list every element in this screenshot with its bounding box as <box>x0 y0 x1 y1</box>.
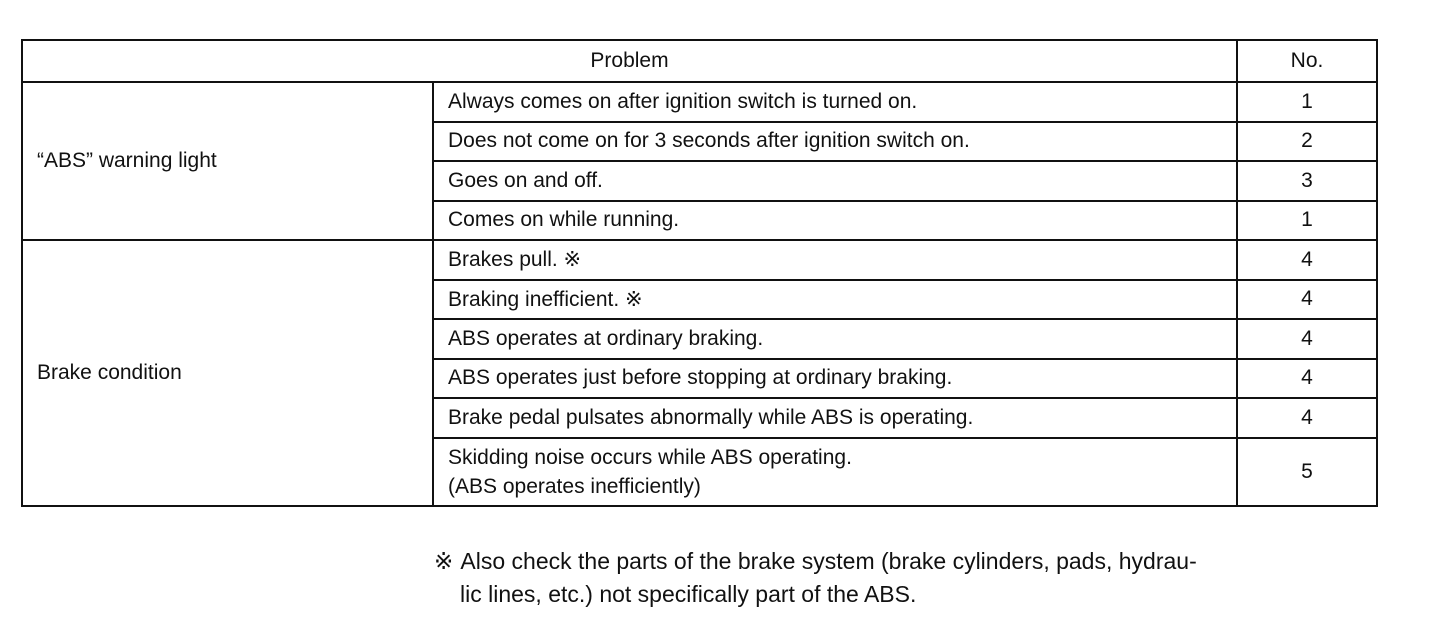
problem-description-line: Does not come on for 3 seconds after ignition switch on. <box>448 129 970 153</box>
footnote <box>434 545 1384 611</box>
procedure-number: 2 <box>1237 122 1377 162</box>
problem-description-line: Brakes pull. ※ <box>448 248 582 272</box>
problem-category: Brake condition <box>22 240 433 506</box>
problem-category: “ABS” warning light <box>22 82 433 240</box>
reference-mark-icon: ※ <box>434 548 454 574</box>
problem-description-line: Comes on while running. <box>448 208 680 232</box>
problem-description <box>433 280 1237 320</box>
footnote-line-2: lic lines, etc.) not specifically part of the ABS. <box>460 581 917 607</box>
header-problem: Problem <box>22 40 1237 82</box>
problem-description <box>433 122 1237 162</box>
problem-description-line: ABS operates at ordinary braking. <box>448 326 764 350</box>
problem-description <box>433 201 1237 241</box>
problem-description <box>433 240 1237 280</box>
procedure-number: 4 <box>1237 359 1377 399</box>
troubleshooting-table <box>21 39 1378 507</box>
procedure-number: 4 <box>1237 319 1377 359</box>
procedure-number: 1 <box>1237 201 1377 241</box>
footnote-line-1: Also check the parts of the brake system (brake cylinders, pads, hydrau- <box>460 548 1197 574</box>
procedure-number: 4 <box>1237 240 1377 280</box>
table-header-row <box>22 40 1377 82</box>
problem-description-line: (ABS operates inefficiently) <box>448 474 701 498</box>
problem-description-line: Braking inefficient. ※ <box>448 287 643 311</box>
procedure-number: 4 <box>1237 280 1377 320</box>
procedure-number: 3 <box>1237 161 1377 201</box>
problem-description-line: Goes on and off. <box>448 168 603 192</box>
problem-description-line: Skidding noise occurs while ABS operating. <box>448 445 852 469</box>
procedure-number: 4 <box>1237 398 1377 438</box>
problem-description-line: ABS operates just before stopping at ordinary braking. <box>448 366 953 390</box>
procedure-number: 1 <box>1237 82 1377 122</box>
header-no: No. <box>1237 40 1377 82</box>
problem-description-line: Always comes on after ignition switch is turned on. <box>448 89 918 113</box>
problem-description-line: Brake pedal pulsates abnormally while ABS is operating. <box>448 405 974 429</box>
table-row <box>22 240 1377 280</box>
problem-description <box>433 398 1237 438</box>
problem-description <box>433 438 1237 506</box>
problem-description <box>433 82 1237 122</box>
problem-description <box>433 359 1237 399</box>
problem-description <box>433 319 1237 359</box>
table-row <box>22 82 1377 122</box>
problem-description <box>433 161 1237 201</box>
procedure-number: 5 <box>1237 438 1377 506</box>
